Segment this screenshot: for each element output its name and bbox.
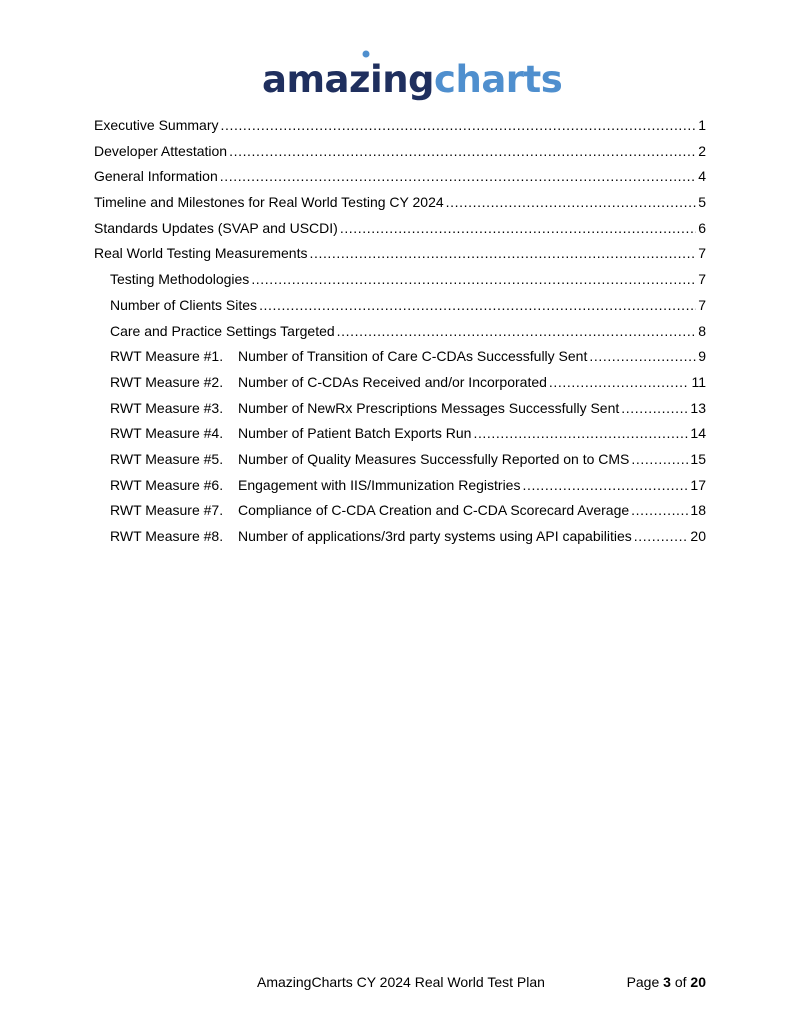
toc-entry-page: 8 xyxy=(698,322,706,339)
toc-entry-page: 9 xyxy=(698,348,706,365)
toc-dot-leader xyxy=(229,139,696,165)
toc-dot-leader xyxy=(621,396,688,422)
toc-entry-page: 14 xyxy=(690,425,706,442)
toc-dot-leader xyxy=(220,164,696,190)
footer-page-sep: of xyxy=(674,974,687,990)
toc-dot-leader xyxy=(220,113,696,139)
toc-entry-number: RWT Measure #1. xyxy=(110,348,224,365)
toc-entry-text: Number of NewRx Prescriptions Messages Successfully Sent xyxy=(238,399,620,416)
toc-entry[interactable] xyxy=(94,524,706,550)
toc-entry-page: 5 xyxy=(698,194,706,211)
toc-entry-label xyxy=(94,139,227,165)
toc-entry-label xyxy=(94,113,218,139)
toc-dot-leader xyxy=(473,421,688,447)
logo-wordmark-charts: charts xyxy=(434,58,563,101)
toc-entry-label xyxy=(94,216,338,242)
toc-entry-text: Number of Transition of Care C-CDAs Successfully Sent xyxy=(238,348,588,365)
toc-dot-leader xyxy=(340,216,696,242)
toc-entry-number: RWT Measure #7. xyxy=(110,502,224,519)
toc-entry-page: 4 xyxy=(698,168,706,185)
toc-entry-text: Testing Methodologies xyxy=(110,271,250,288)
footer-page-total: 20 xyxy=(690,974,706,990)
toc-dot-leader xyxy=(522,473,688,499)
toc-entry[interactable] xyxy=(94,190,706,216)
toc-entry-page: 17 xyxy=(690,476,706,493)
toc-dot-leader xyxy=(631,447,688,473)
toc-entry-page: 11 xyxy=(691,373,706,390)
footer-page-number xyxy=(627,974,706,990)
toc-entry-page: 15 xyxy=(690,450,706,467)
table-of-contents xyxy=(94,113,706,550)
toc-entry-page: 18 xyxy=(690,502,706,519)
toc-entry-number: RWT Measure #3. xyxy=(110,399,224,416)
toc-entry-label xyxy=(94,190,444,216)
toc-entry-text: Real World Testing Measurements xyxy=(94,245,308,262)
toc-entry[interactable] xyxy=(94,370,706,396)
toc-entry-text: Engagement with IIS/Immunization Registries xyxy=(238,476,521,493)
toc-entry-text: Number of Quality Measures Successfully Reported on to CMS xyxy=(238,450,630,467)
logo-wordmark xyxy=(262,58,562,101)
toc-dot-leader xyxy=(259,293,696,319)
toc-entry-number: RWT Measure #2. xyxy=(110,373,224,390)
toc-entry-text: Number of Patient Batch Exports Run xyxy=(238,425,472,442)
toc-entry-label xyxy=(110,421,471,447)
toc-dot-leader xyxy=(549,370,690,396)
toc-entry-page: 6 xyxy=(698,219,706,236)
toc-entry-label xyxy=(110,524,632,550)
amazingcharts-logo xyxy=(262,50,563,112)
toc-entry-text: Number of applications/3rd party systems using API capabilities xyxy=(238,528,632,544)
toc-entry[interactable] xyxy=(94,113,706,139)
toc-entry-text: General Information xyxy=(94,168,218,185)
toc-entry-number: RWT Measure #5. xyxy=(110,450,224,467)
toc-entry[interactable] xyxy=(94,267,706,293)
toc-entry-text: Developer Attestation xyxy=(94,142,228,159)
toc-entry-page: 13 xyxy=(690,399,706,416)
toc-entry[interactable] xyxy=(94,293,706,319)
toc-entry-text: Compliance of C-CDA Creation and C-CDA Scorecard Average xyxy=(238,502,630,519)
toc-entry[interactable] xyxy=(94,421,706,447)
toc-entry-text: Care and Practice Settings Targeted xyxy=(110,322,335,339)
toc-dot-leader xyxy=(337,319,697,345)
footer-page-current: 3 xyxy=(663,974,671,990)
toc-entry[interactable] xyxy=(94,447,706,473)
toc-entry-number: RWT Measure #4. xyxy=(110,425,224,442)
page-footer xyxy=(0,974,800,994)
toc-dot-leader xyxy=(634,524,689,550)
toc-entry-text: Executive Summary xyxy=(94,117,219,133)
toc-entry-text: Standards Updates (SVAP and USCDI) xyxy=(94,219,338,236)
footer-document-title: AmazingCharts CY 2024 Real World Test Plan xyxy=(257,974,545,990)
toc-entry[interactable] xyxy=(94,498,706,524)
toc-entry[interactable] xyxy=(94,139,706,165)
toc-entry-label xyxy=(94,164,218,190)
toc-entry-page: 7 xyxy=(698,296,706,313)
toc-dot-leader xyxy=(631,498,688,524)
toc-dot-leader xyxy=(251,267,696,293)
toc-entry-label xyxy=(110,370,547,396)
toc-entry-page: 1 xyxy=(698,117,706,133)
toc-dot-leader xyxy=(589,344,696,370)
footer-page-prefix: Page xyxy=(626,974,660,990)
toc-entry-label xyxy=(110,396,619,422)
toc-entry[interactable] xyxy=(94,319,706,345)
logo-wordmark-amazing: amazing xyxy=(262,58,435,101)
toc-entry-label xyxy=(110,344,587,370)
toc-entry[interactable] xyxy=(94,396,706,422)
toc-entry-page: 20 xyxy=(690,528,706,544)
toc-entry-label xyxy=(110,473,520,499)
toc-entry-page: 7 xyxy=(698,245,706,262)
toc-entry-page: 7 xyxy=(698,271,706,288)
toc-entry[interactable] xyxy=(94,216,706,242)
toc-entry-text: Number of C-CDAs Received and/or Incorporated xyxy=(238,373,547,390)
toc-entry[interactable] xyxy=(94,473,706,499)
toc-entry-text: Number of Clients Sites xyxy=(110,296,258,313)
toc-entry-label xyxy=(110,319,335,345)
toc-entry[interactable] xyxy=(94,241,706,267)
toc-entry-text: Timeline and Milestones for Real World Testing CY 2024 xyxy=(94,194,444,211)
toc-dot-leader xyxy=(309,241,696,267)
toc-entry[interactable] xyxy=(94,164,706,190)
toc-entry-label xyxy=(110,293,257,319)
toc-entry-page: 2 xyxy=(698,142,706,159)
toc-entry-label xyxy=(110,498,629,524)
toc-dot-leader xyxy=(446,190,697,216)
toc-entry[interactable] xyxy=(94,344,706,370)
toc-entry-number: RWT Measure #8. xyxy=(110,528,224,544)
toc-entry-label xyxy=(94,241,307,267)
toc-entry-label xyxy=(110,447,629,473)
toc-entry-label xyxy=(110,267,249,293)
toc-entry-number: RWT Measure #6. xyxy=(110,476,224,493)
